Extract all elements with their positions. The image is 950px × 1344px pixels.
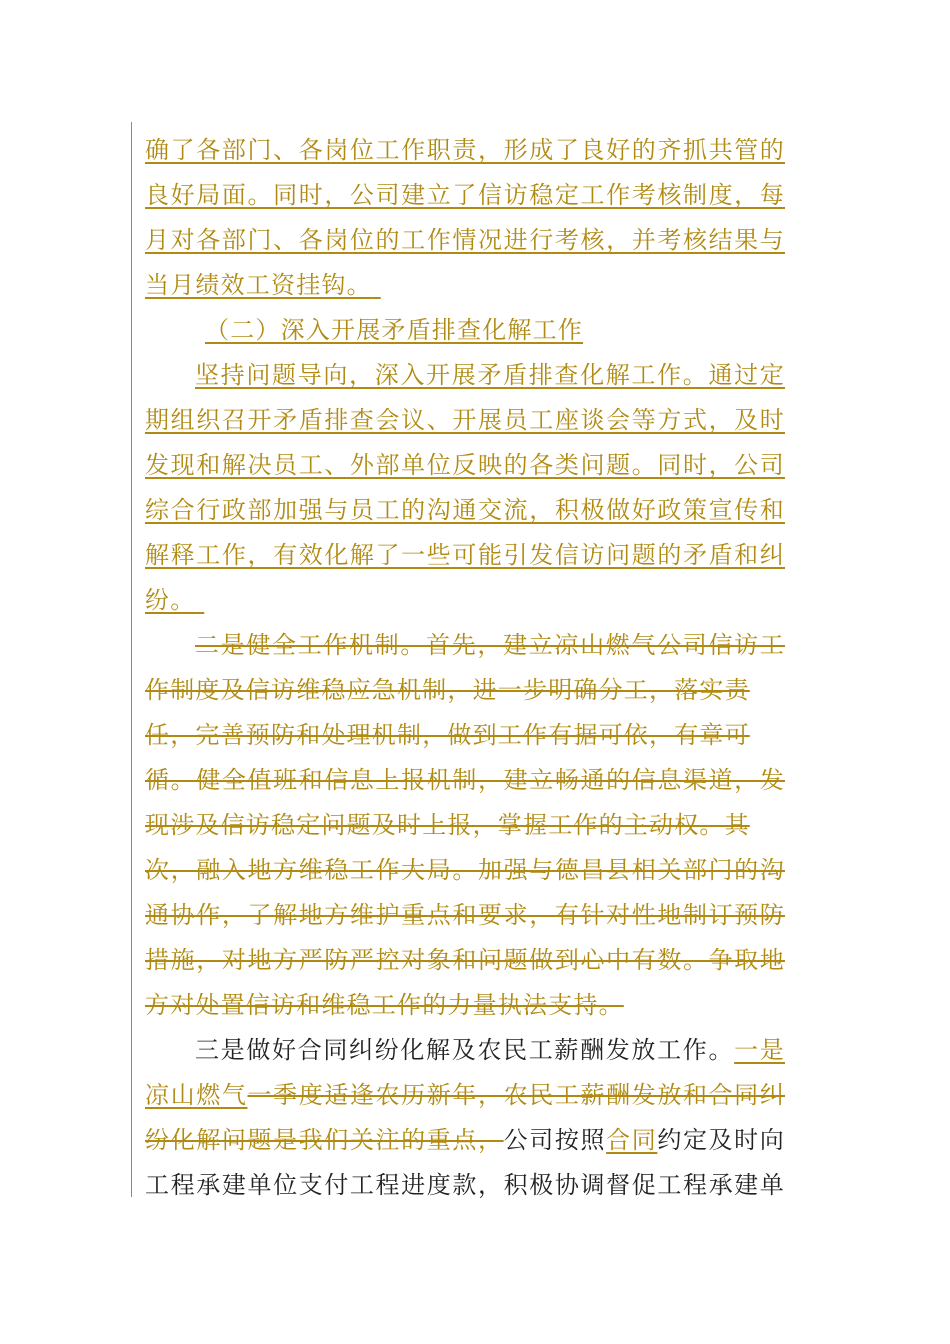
paragraph-3-line-3 xyxy=(145,713,785,758)
deleted-text: 二是健全工作机制。首先，建立凉山燃气公司信访工 xyxy=(195,631,785,659)
paragraph-2-line-6 xyxy=(145,578,785,623)
paragraph-4-line-4 xyxy=(145,1163,785,1208)
deleted-text: 通协作，了解地方维护重点和要求，有针对性地制订预防 xyxy=(145,901,785,929)
inserted-text: 坚持问题导向，深入开展矛盾排查化解工作。通过定 xyxy=(195,361,785,389)
deleted-text: 一季度适逢农历新年，农民工薪酬发放和合同纠 xyxy=(247,1081,785,1109)
inserted-text: 当月绩效工资挂钩。 xyxy=(145,271,372,299)
paragraph-2-line-4 xyxy=(145,488,785,533)
plain-text: 三是做好合同纠纷化解及农民工薪酬发放工作。 xyxy=(195,1036,735,1064)
document-body xyxy=(145,128,785,1208)
paragraph-4-line-1 xyxy=(145,1028,785,1073)
plain-text: 约定及时向 xyxy=(657,1126,785,1154)
paragraph-2-line-2 xyxy=(145,398,785,443)
paragraph-3-line-1 xyxy=(145,623,785,668)
paragraph-3-line-9 xyxy=(145,983,785,1028)
inserted-text: 解释工作，有效化解了一些可能引发信访问题的矛盾和纠 xyxy=(145,541,785,569)
paragraph-3-line-2 xyxy=(145,668,785,713)
inserted-text: 发现和解决员工、外部单位反映的各类问题。同时，公司 xyxy=(145,451,785,479)
inserted-text: 期组织召开矛盾排查会议、开展员工座谈会等方式，及时 xyxy=(145,406,785,434)
deleted-text: 循。健全值班和信息上报机制，建立畅通的信息渠道，发 xyxy=(145,766,785,794)
deleted-text: 任，完善预防和处理机制，做到工作有据可依，有章可 xyxy=(145,721,750,749)
paragraph-2-line-1 xyxy=(145,353,785,398)
paragraph-2-line-5 xyxy=(145,533,785,578)
revision-change-bar xyxy=(131,122,132,1197)
paragraph-3-line-4 xyxy=(145,758,785,803)
inserted-text: 一是 xyxy=(734,1036,785,1064)
paragraph-3-line-6 xyxy=(145,848,785,893)
deleted-text: 次，融入地方维稳工作大局。加强与德昌县相关部门的沟 xyxy=(145,856,785,884)
paragraph-1-line-1 xyxy=(145,128,785,173)
deleted-text: 方对处置信访和维稳工作的力量执法支持。 xyxy=(145,991,624,1019)
inserted-text: 确了各部门、各岗位工作职责，形成了良好的齐抓共管的 xyxy=(145,136,785,164)
inserted-heading: （二）深入开展矛盾排查化解工作 xyxy=(205,316,583,344)
paragraph-3-line-5 xyxy=(145,803,785,848)
deleted-text: 现涉及信访稳定问题及时上报，掌握工作的主动权。其 xyxy=(145,811,750,839)
paragraph-1-line-2 xyxy=(145,173,785,218)
deleted-text: 纷化解问题是我们关注的重点， xyxy=(145,1126,504,1154)
paragraph-1-line-3 xyxy=(145,218,785,263)
inserted-text: 纷。 xyxy=(145,586,196,614)
paragraph-2-line-3 xyxy=(145,443,785,488)
inserted-text: 凉山燃气 xyxy=(145,1081,248,1109)
paragraph-1-line-4 xyxy=(145,263,785,308)
deleted-text: 措施，对地方严防严控对象和问题做到心中有数。争取地 xyxy=(145,946,785,974)
paragraph-3-line-7 xyxy=(145,893,785,938)
inserted-text: 合同 xyxy=(606,1126,658,1154)
paragraph-4-line-3 xyxy=(145,1118,785,1163)
deleted-text: 作制度及信访维稳应急机制，进一步明确分工，落实责 xyxy=(145,676,750,704)
inserted-text: 良好局面。同时，公司建立了信访稳定工作考核制度，每 xyxy=(145,181,785,209)
plain-text: 公司按照 xyxy=(503,1126,607,1154)
inserted-text: 综合行政部加强与员工的沟通交流，积极做好政策宣传和 xyxy=(145,496,785,524)
paragraph-4-line-2 xyxy=(145,1073,785,1118)
plain-text: 工程承建单位支付工程进度款，积极协调督促工程承建单 xyxy=(145,1171,785,1199)
inserted-text: 月对各部门、各岗位的工作情况进行考核，并考核结果与 xyxy=(145,226,785,254)
paragraph-3-line-8 xyxy=(145,938,785,983)
section-heading-2 xyxy=(145,308,785,353)
